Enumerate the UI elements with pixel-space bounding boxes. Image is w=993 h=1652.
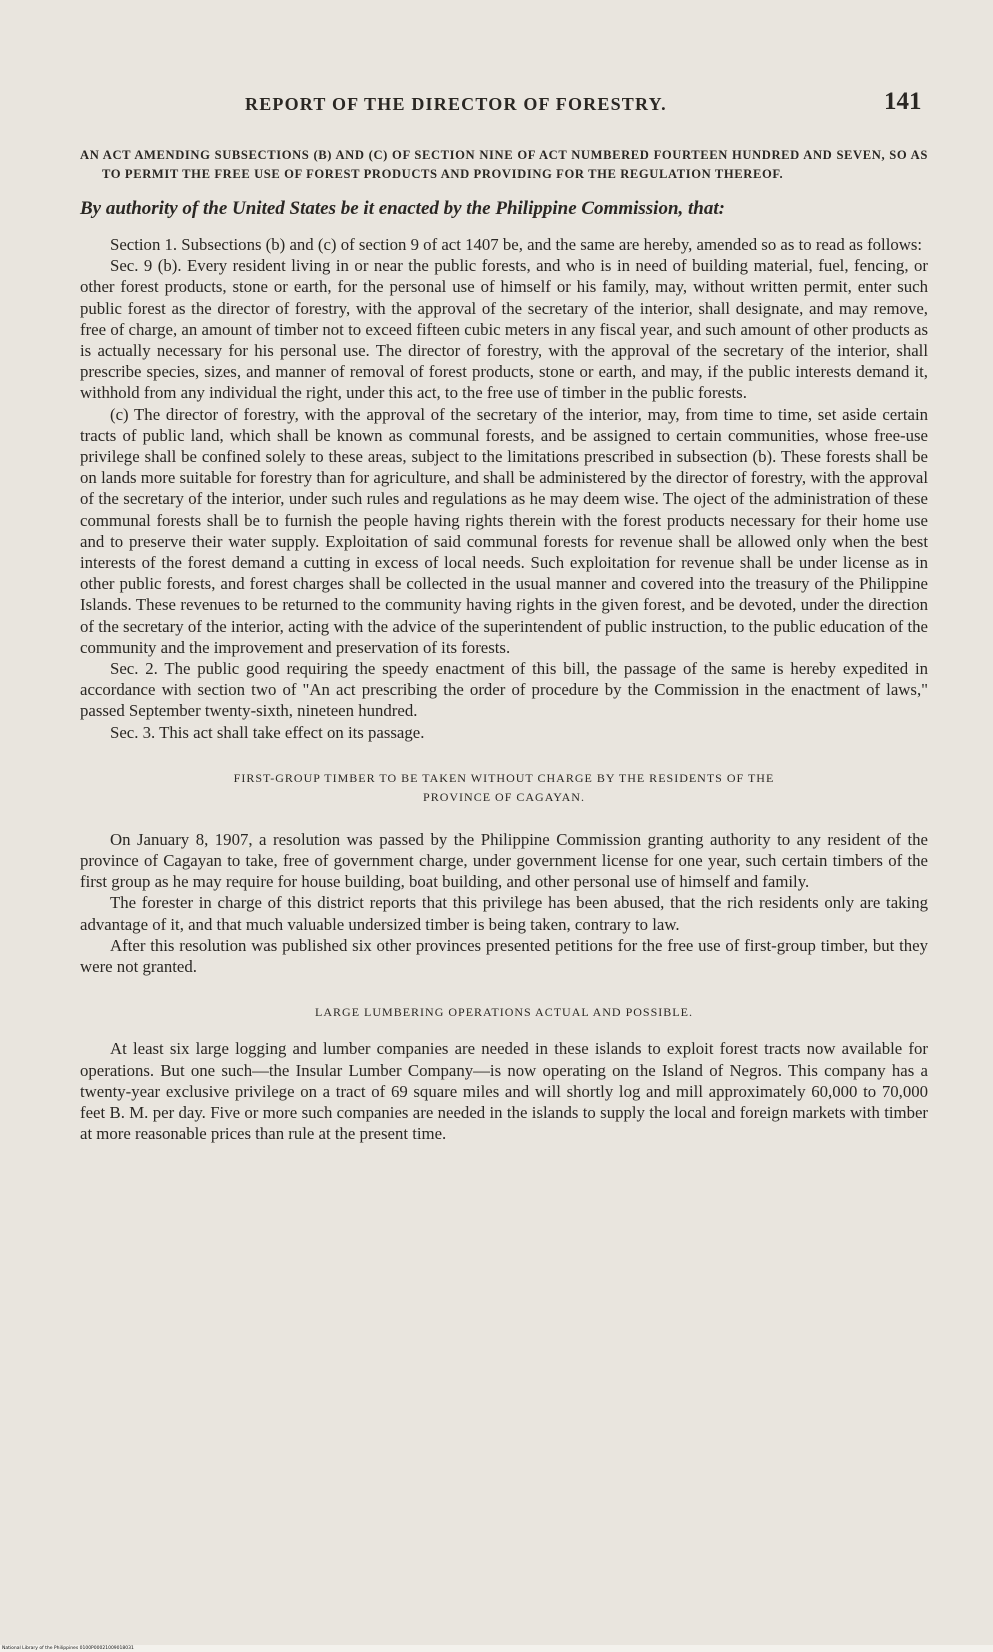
lumbering-paragraph: At least six large logging and lumber companies are needed in these islands to exploit forest tracts now available for operations. But one such—the Insular Lumber Company—is now operating on the Island of Negros. This company has a twenty-year exclusive privilege on a tract of 69 square miles and will shortly log and mill approximately 60,000 to 70,000 feet B. M. per day. Five or more such companies are needed in the islands to supply the local and foreign markets with timber at more reasonable prices than rule at the present time.: [80, 1039, 928, 1144]
page-content: [80, 146, 928, 1144]
scan-credit: National Library of the Philippines 0100P00021009018031: [2, 1646, 134, 1651]
first-group-paragraph: After this resolution was published six other provinces presented petitions for the free use of first-group timber, but they were not granted.: [80, 935, 928, 977]
first-group-heading: [80, 769, 928, 807]
first-group-heading-line-1: FIRST-GROUP TIMBER TO BE TAKEN WITHOUT CHARGE BY THE RESIDENTS OF THE: [233, 770, 775, 785]
act-section-1: Section 1. Subsections (b) and (c) of section 9 of act 1407 be, and the same are hereby, amended so as to read as follows:: [110, 235, 923, 254]
page-number: 141: [884, 88, 922, 115]
first-group-heading-line-2: PROVINCE OF CAGAYAN.: [423, 789, 585, 804]
first-group-paragraph: The forester in charge of this district reports that this privilege has been abused, that the rich residents only are taking advantage of it, and that much valuable undersized timber is being taken, contrary to law.: [80, 893, 928, 934]
act-title: [80, 146, 928, 184]
lumbering-heading: LARGE LUMBERING OPERATIONS ACTUAL AND POSSIBLE.: [315, 1005, 693, 1020]
first-group-paragraph: On January 8, 1907, a resolution was passed by the Philippine Commission granting authority to any resident of the province of Cagayan to take, free of government charge, under government license for one year, such certain timbers of the first group as he may require for house building, boat building, and other personal use of himself and family.: [80, 829, 928, 892]
act-subsection-c: (c) The director of forestry, with the approval of the secretary of the interior, may, from time to time, set aside certain tracts of public land, which shall be known as communal forests, and be assigned to certain communities, whose free-use privilege shall be confined solely to these areas, subject to the limitations prescribed in subsection (b). These forests shall be on lands more suitable for forestry than for agriculture, and shall be administered by the director of forestry, with the approval of the secretary of the interior, under such rules and regulations as he may deem wise. The oject of the administration of these communal forests shall be to furnish the people having rights therein with the forest products necessary for their home use and to preserve their water supply. Exploitation of said communal forests for revenue shall be allowed only when the best interests of the forest demand a cutting in excess of local needs. Such exploitation for revenue shall be under license as in other public forests, and forest charges shall be collected in the usual manner and covered into the treasury of the Philippine Islands. These revenues to be returned to the community having rights in the given forest, and be devoted, under the direction of the secretary of the interior, acting with the advice of the superintendent of public instruction, to the public education of the community and the improvement and preservation of its forests.: [80, 404, 928, 657]
act-section-2: Sec. 2. The public good requiring the speedy enactment of this bill, the passage of the same is hereby expedited in accordance with section two of "An act prescribing the order of procedure by the Commission in the enactment of laws," passed September twenty-sixth, nineteen hundred.: [80, 659, 928, 721]
scan-bottom-margin: [0, 1645, 993, 1652]
act-title-text: AN ACT AMENDING SUBSECTIONS (B) AND (C) OF SECTION NINE OF ACT NUMBERED FOURTEEN HUNDRED AND SEVEN, SO AS TO PERMIT THE FREE USE OF FOREST PRODUCTS AND PROVIDING FOR THE REGULATION THEREOF.: [80, 148, 928, 181]
enacting-clause: By authority of the United States be it enacted by the Philippine Commission, that:: [80, 198, 725, 219]
act-section-3: Sec. 3. This act shall take effect on its passage.: [110, 722, 425, 742]
page-header: [0, 88, 993, 132]
running-title: REPORT OF THE DIRECTOR OF FORESTRY.: [245, 94, 667, 114]
act-subsection-b: Sec. 9 (b). Every resident living in or near the public forests, and who is in need of building material, fuel, fencing, or other forest products, stone or earth, for the personal use of himself or his family, may, without written permit, enter such public forest as the director of forestry, with the approval of the secretary of the interior, shall designate, and may remove, free of charge, an amount of timber not to exceed fifteen cubic meters in any fiscal year, and such amount of other products as is actually necessary for his personal use. The director of forestry, with the approval of the secretary of the interior, shall prescribe species, sizes, and manner of removal of forest products, stone or earth, and may, if the public interests demand it, withhold from any individual the right, under this act, to the free use of timber in the public forests.: [80, 256, 928, 403]
